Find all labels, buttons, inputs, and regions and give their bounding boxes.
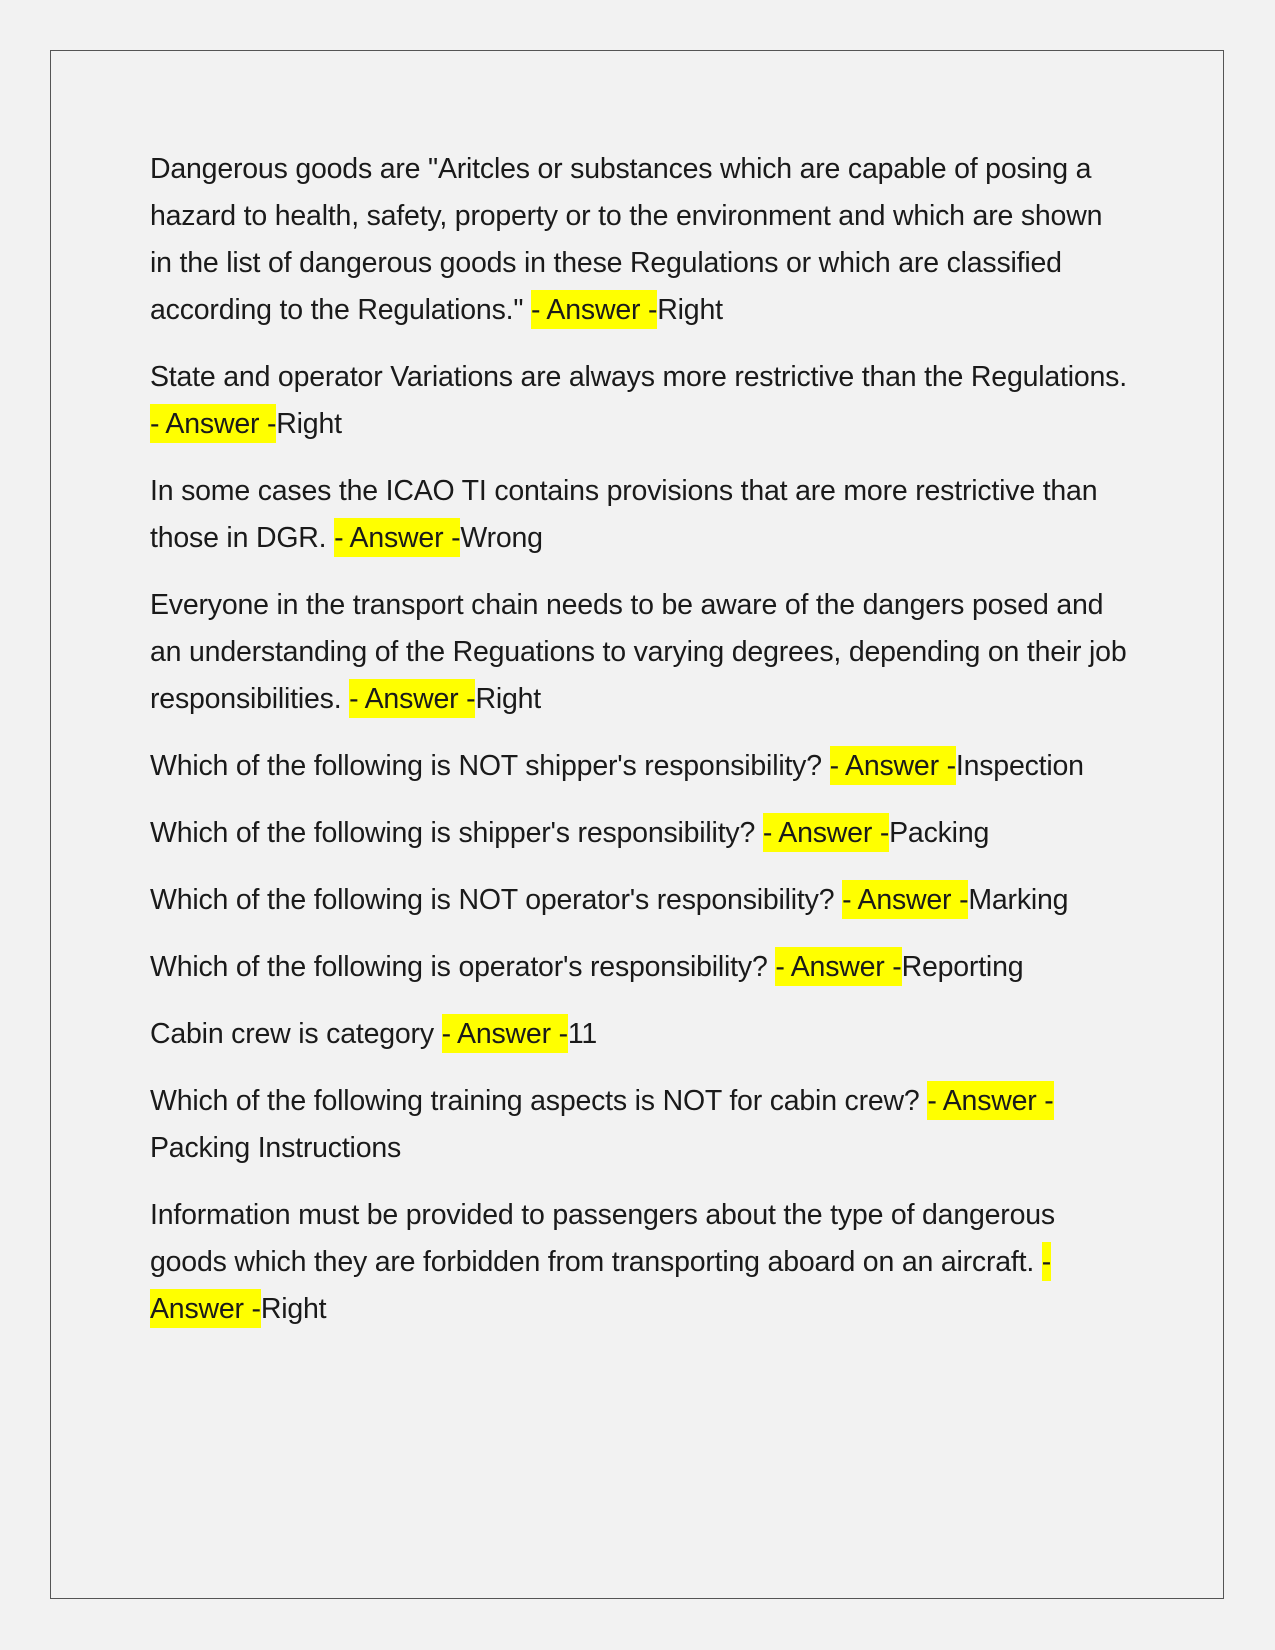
qa-item xyxy=(150,1192,1130,1333)
answer-text: Wrong xyxy=(460,522,543,554)
answer-text: Right xyxy=(657,294,723,326)
qa-list xyxy=(150,146,1130,1353)
question-text: Which of the following is NOT operator's responsibility? xyxy=(150,884,843,916)
answer-text: Right xyxy=(260,1293,327,1325)
question-text: Dangerous goods are "Aritcles or substances which are capable of posing a hazard to health, safety, property or to the environment and which are shown in the list of dangerous goods in these Regulations or which are classified according to the Regulations." xyxy=(150,153,1103,326)
answer-text: Reporting xyxy=(901,951,1024,983)
answer-marker: - Answer - xyxy=(150,404,276,443)
qa-item xyxy=(150,1011,1130,1058)
question-text: Information must be provided to passengers about the type of dangerous goods which they are forbidden from transporting aboard on an aircraft. xyxy=(150,1199,1055,1278)
answer-marker: - Answer - xyxy=(842,880,968,919)
qa-item xyxy=(150,944,1130,991)
answer-marker: - Answer - xyxy=(830,746,956,785)
question-text: Which of the following training aspects is NOT for cabin crew? xyxy=(150,1085,928,1117)
answer-text: Inspection xyxy=(955,750,1084,782)
answer-text: 11 xyxy=(567,1018,598,1050)
answer-text: Right xyxy=(276,408,342,440)
answer-marker: - Answer - xyxy=(763,813,889,852)
qa-item xyxy=(150,582,1130,723)
answer-text: Marking xyxy=(968,884,1069,916)
answer-marker: - Answer - xyxy=(150,1242,1051,1328)
question-text: Which of the following is shipper's responsibility? xyxy=(150,817,763,849)
answer-marker: - Answer - xyxy=(927,1081,1053,1120)
qa-item xyxy=(150,877,1130,924)
question-text: Cabin crew is category xyxy=(150,1018,442,1050)
question-text: Which of the following is operator's responsibility? xyxy=(150,951,776,983)
answer-marker: - Answer - xyxy=(334,518,460,557)
question-text: Everyone in the transport chain needs to be aware of the dangers posed and an understanding of the Reguations to varying degrees, depending on their job responsibilities. xyxy=(150,589,1127,715)
question-text: In some cases the ICAO TI contains provisions that are more restrictive than those in DGR. xyxy=(150,475,1098,554)
qa-item xyxy=(150,354,1130,448)
question-text: Which of the following is NOT shipper's responsibility? xyxy=(150,750,830,782)
answer-marker: - Answer - xyxy=(531,290,657,329)
qa-item xyxy=(150,810,1130,857)
qa-item xyxy=(150,743,1130,790)
answer-text: Right xyxy=(475,683,541,715)
answer-marker: - Answer - xyxy=(349,679,475,718)
qa-item xyxy=(150,146,1130,334)
qa-item xyxy=(150,468,1130,562)
answer-text: Packing Instructions xyxy=(150,1132,402,1164)
question-text: State and operator Variations are always more restrictive than the Regulations. xyxy=(150,361,1127,393)
answer-text: Packing xyxy=(889,817,990,849)
qa-item xyxy=(150,1078,1130,1172)
answer-marker: - Answer - xyxy=(775,947,901,986)
answer-marker: - Answer - xyxy=(442,1014,568,1053)
